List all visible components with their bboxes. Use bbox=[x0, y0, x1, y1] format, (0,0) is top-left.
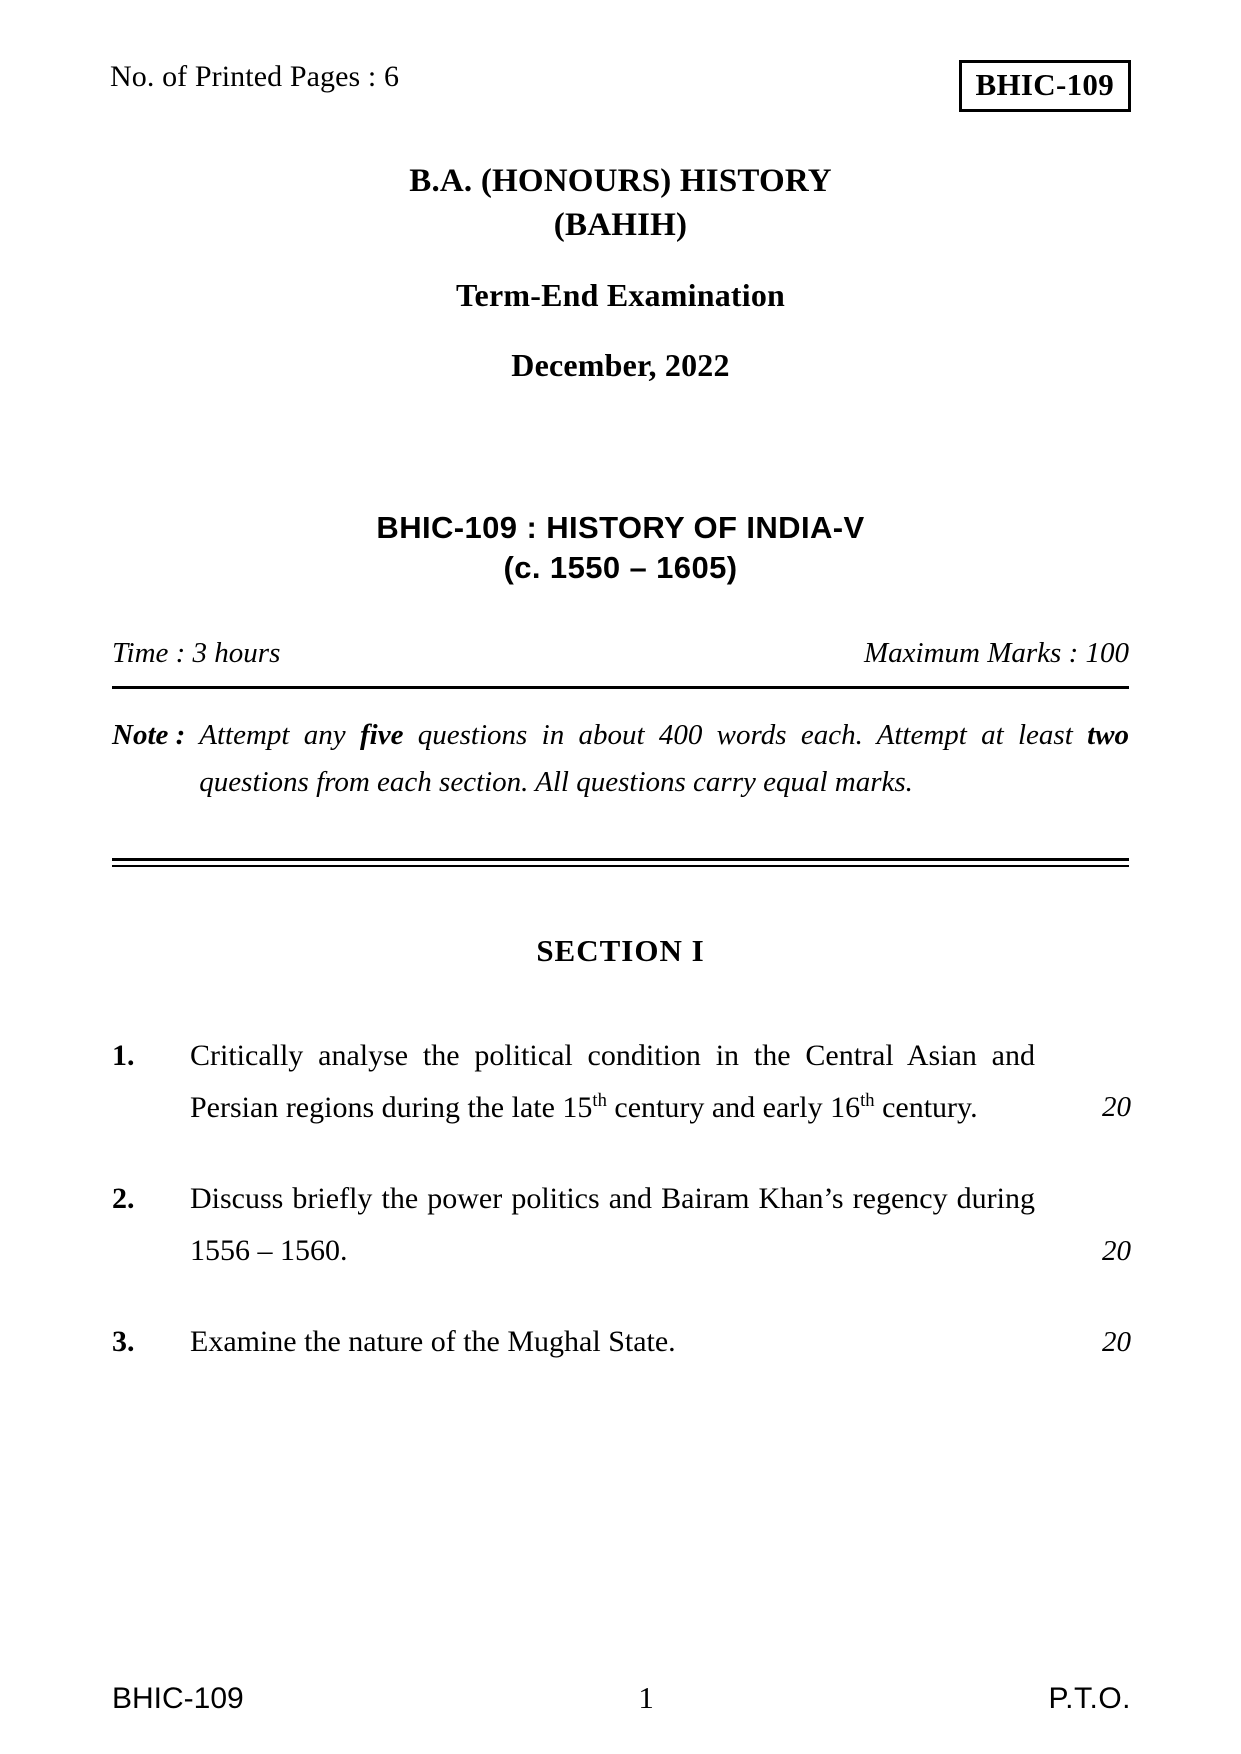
question-text-segment-3: century. bbox=[874, 1090, 978, 1124]
question-text-segment-1: Critically analyse the political condition in the Central Asian and Persian regions during the late 15 bbox=[190, 1039, 1035, 1124]
examination-session: December, 2022 bbox=[511, 346, 730, 383]
course-title: BHIC-109 : HISTORY OF INDIA-V bbox=[376, 510, 865, 545]
examination-type: Term-End Examination bbox=[455, 277, 786, 314]
note-label: Note : bbox=[112, 719, 186, 751]
note-text-segment-3: questions from each section. All questions carry equal marks. bbox=[199, 765, 913, 798]
page-header bbox=[110, 60, 1131, 112]
footer-course-code: BHIC-109 bbox=[112, 1682, 244, 1715]
ordinal-suffix-15th: th bbox=[592, 1089, 607, 1111]
instructions-note bbox=[112, 712, 1129, 806]
note-text-segment-2: questions in about 400 words each. Attempt at least bbox=[403, 719, 1088, 751]
horizontal-rule-top bbox=[112, 686, 1129, 689]
maximum-marks: Maximum Marks : 100 bbox=[864, 637, 1129, 669]
course-period-subtitle: (c. 1550 – 1605) bbox=[503, 549, 738, 585]
question-text bbox=[190, 1030, 1035, 1133]
question-text: Examine the nature of the Mughal State. bbox=[190, 1325, 676, 1359]
question-marks: 20 bbox=[1102, 1091, 1131, 1124]
question-number: 2. bbox=[112, 1182, 135, 1216]
question-text-segment-2: century and early 16 bbox=[606, 1090, 861, 1124]
section-heading: SECTION I bbox=[536, 933, 705, 968]
question-item bbox=[112, 1316, 1131, 1368]
question-item bbox=[112, 1173, 1131, 1276]
note-emphasis-two: two bbox=[1087, 719, 1129, 751]
exam-title-block bbox=[110, 160, 1131, 386]
course-code-box: BHIC-109 bbox=[959, 60, 1131, 112]
note-text-segment-1: Attempt any bbox=[199, 719, 360, 751]
question-item bbox=[112, 1030, 1131, 1133]
question-number: 3. bbox=[112, 1325, 135, 1359]
questions-list bbox=[112, 1030, 1131, 1408]
horizontal-rule-bottom bbox=[112, 858, 1129, 867]
program-abbreviation: (BAHIH) bbox=[553, 206, 688, 243]
ordinal-suffix-16th: th bbox=[860, 1089, 875, 1111]
course-title-block bbox=[110, 508, 1131, 587]
note-emphasis-five: five bbox=[359, 719, 404, 751]
footer-turn-over: P.T.O. bbox=[1048, 1682, 1131, 1715]
footer-page-number: 1 bbox=[638, 1680, 654, 1715]
question-marks: 20 bbox=[1102, 1326, 1131, 1359]
page-footer bbox=[112, 1680, 1131, 1716]
question-number: 1. bbox=[112, 1039, 135, 1072]
note-text bbox=[199, 712, 1129, 806]
exam-meta-row bbox=[112, 636, 1129, 671]
time-allowed: Time : 3 hours bbox=[112, 637, 281, 669]
question-marks: 20 bbox=[1102, 1234, 1131, 1267]
printed-pages-label: No. of Printed Pages : 6 bbox=[110, 60, 400, 93]
program-title: B.A. (HONOURS) HISTORY bbox=[409, 163, 832, 199]
question-text: Discuss briefly the power politics and Bairam Khan’s regency during 1556 – 1560. bbox=[190, 1182, 1035, 1267]
